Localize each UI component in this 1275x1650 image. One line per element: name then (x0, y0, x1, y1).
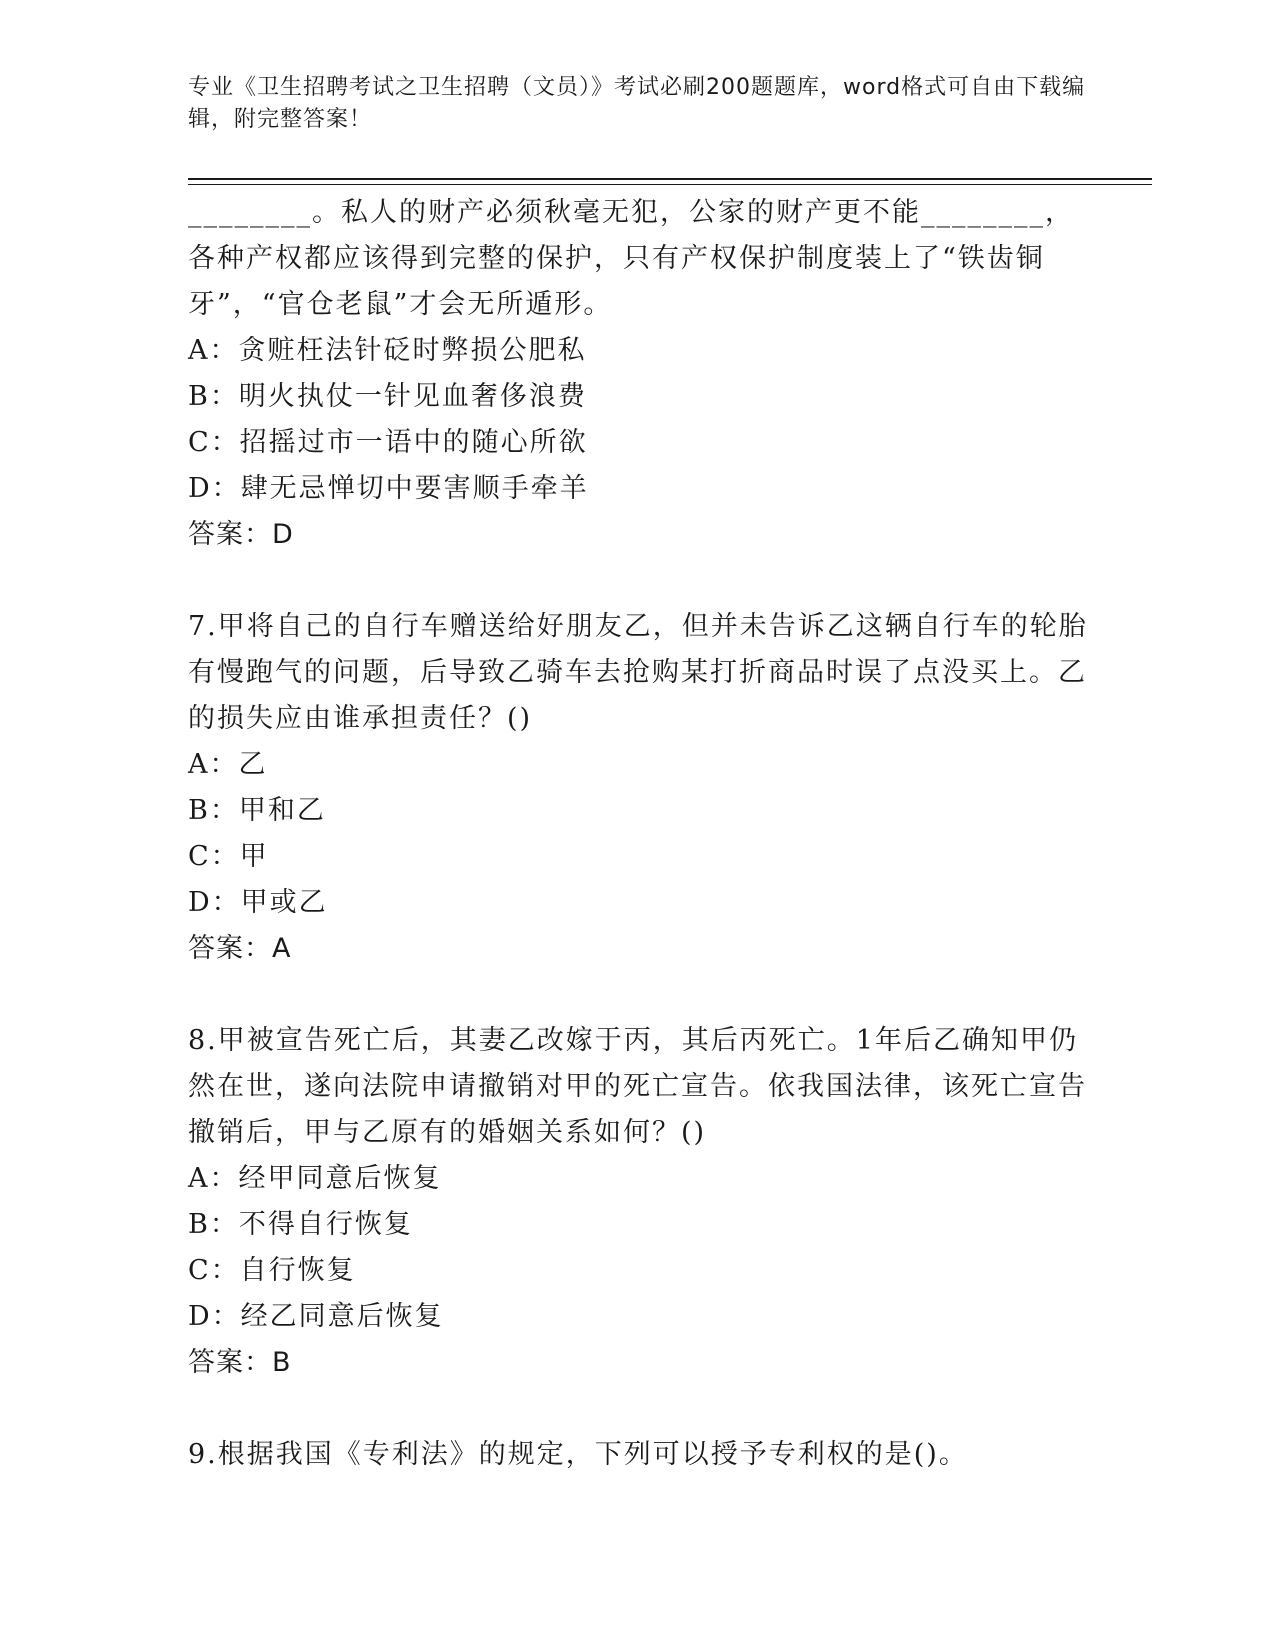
question-stem: 9.根据我国《专利法》的规定，下列可以授予专利权的是()。 (188, 1439, 968, 1470)
question-list (188, 190, 1088, 1478)
option-a: A：贪赃枉法针砭时弊损公肥私 (188, 335, 587, 366)
question-stem: 8.甲被宣告死亡后，其妻乙改嫁于丙，其后丙死亡。1年后乙确知甲仍然在世，遂向法院申请撤销对甲的死亡宣告。依我国法律，该死亡宣告撤销后，甲与乙原有的婚姻关系如何？() (188, 1025, 1087, 1148)
option-d: D：经乙同意后恢复 (188, 1301, 444, 1332)
option-a: A：经甲同意后恢复 (188, 1163, 442, 1194)
question-8 (188, 1018, 1088, 1386)
option-b: B：明火执仗一针见血奢侈浪费 (188, 381, 587, 412)
question-stem: ________。私人的财产必须秋毫无犯，公家的财产更不能________，各种产权都应该得到完整的保护，只有产权保护制度装上了“铁齿铜牙”，“官仓老鼠”才会无所遁形。 (188, 197, 1074, 320)
option-c: C：甲 (188, 841, 269, 872)
option-b: B：甲和乙 (188, 795, 326, 826)
option-b: B：不得自行恢复 (188, 1209, 413, 1240)
option-a: A：乙 (188, 749, 268, 780)
answer: 答案：B (188, 1347, 292, 1378)
document-header: 专业《卫生招聘考试之卫生招聘（文员）》考试必刷200题题库，word格式可自由下载编辑，附完整答案！ (188, 75, 1086, 132)
header-rule-thick (188, 178, 1152, 180)
answer: 答案：A (188, 933, 292, 964)
question-7 (188, 604, 1088, 972)
option-d: D：肆无忌惮切中要害顺手牵羊 (188, 473, 589, 504)
option-c: C：自行恢复 (188, 1255, 356, 1286)
answer: 答案：D (188, 519, 294, 550)
header-rule-thin (188, 184, 1152, 185)
question-stem: 7.甲将自己的自行车赠送给好朋友乙，但并未告诉乙这辆自行车的轮胎有慢跑气的问题，后导致乙骑车去抢购某打折商品时误了点没买上。乙的损失应由谁承担责任？() (188, 611, 1088, 734)
option-d: D：甲或乙 (188, 887, 328, 918)
option-c: C：招摇过市一语中的随心所欲 (188, 427, 588, 458)
question-9 (188, 1432, 1088, 1478)
question-6 (188, 190, 1088, 558)
